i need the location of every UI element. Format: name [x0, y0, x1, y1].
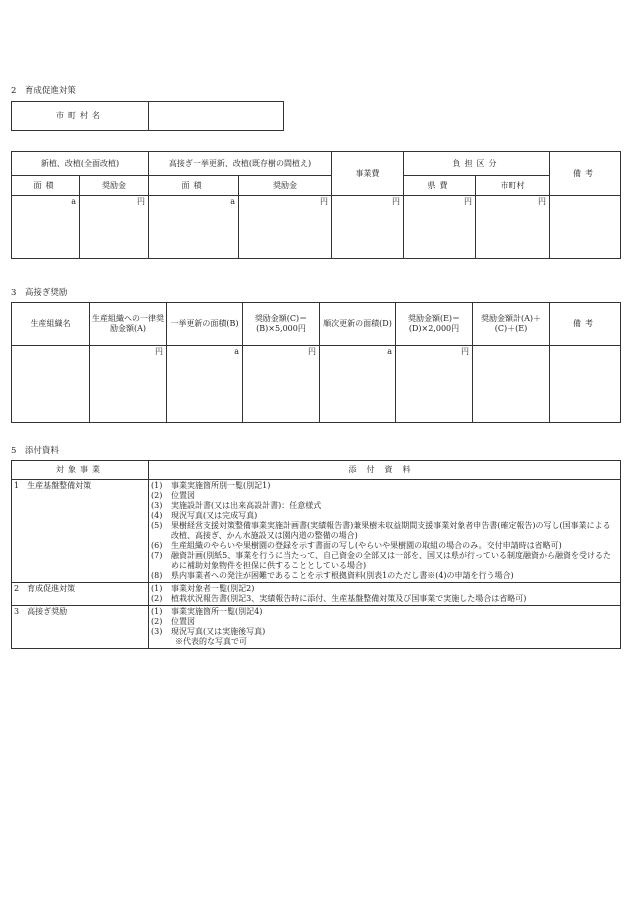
high-graft-table: [11, 302, 621, 423]
header-project-cost: 事業費: [332, 152, 404, 196]
list-item: (3) 実施設計書(又は出来高設計書)：任意様式: [151, 501, 322, 510]
cell-subsidy-2[interactable]: 円: [239, 196, 332, 259]
header-subsidy: 奨励金: [80, 176, 149, 196]
list-item: (5) 果樹経営支援対策整備事業実施計画書(実績報告書)兼果樹未収益期間支援事業対象者申告書(確定報告)の写し(国事業による改植、高接ぎ、かん水施設又は園内道の整備の場合): [151, 521, 611, 540]
photo-note: ※代表的な写真で可: [175, 637, 247, 646]
cell-bulk-area[interactable]: a: [167, 346, 243, 423]
list-item: (2) 植栽状況報告書(別記3、実績報告時に添付、生産基盤整備対策及び国事業で実施した場合は省略可): [151, 594, 527, 603]
header-prefecture: 県費: [404, 176, 476, 196]
header-area: 面積: [12, 176, 80, 196]
attachments-table: [11, 460, 621, 649]
list-item: (2) 位置図: [151, 491, 195, 500]
list-item: (2) 位置図: [151, 617, 195, 626]
cell-remarks-3[interactable]: [550, 346, 621, 423]
list-item: (4) 現況写真(又は完成写真): [151, 511, 258, 520]
cell-area[interactable]: a: [12, 196, 80, 259]
municipality-label: 市町村名: [12, 102, 149, 131]
cell-sequential-area[interactable]: a: [320, 346, 396, 423]
header-target-project: 対象事業: [12, 461, 149, 480]
row-target-1: 1 生産基盤整備対策: [12, 480, 149, 583]
section3-heading: 3 高接ぎ奨励: [11, 288, 68, 298]
list-item: (7) 融資計画(別紙5、事業を行うに当たって、自己資金の全部又は一部を、国又は県が行っている制度融資から融資を受けるために補助対象物件を担保に供することとしている場合): [151, 551, 612, 570]
header-remarks-3: 備考: [550, 303, 621, 346]
header-high-graft: 高接ぎ一挙更新、改植(既存樹の間植え): [149, 152, 332, 176]
header-burden: 負担区分: [404, 152, 550, 176]
list-item: (3) 現況写真(又は実施後写真): [151, 627, 266, 636]
row-attachments-2: [149, 583, 621, 606]
cell-subsidy-c[interactable]: 円: [243, 346, 320, 423]
section2-heading: 2 育成促進対策: [11, 86, 76, 96]
list-item: (1) 事業実施箇所別一覧(別記1): [151, 481, 271, 490]
cell-municipality[interactable]: 円: [476, 196, 550, 259]
municipality-input[interactable]: [149, 102, 284, 131]
cell-remarks[interactable]: [550, 196, 621, 259]
header-sequential-area: 順次更新の面積(D): [320, 303, 396, 346]
row-target-2: 2 育成促進対策: [12, 583, 149, 606]
header-attachments: 添付資料: [149, 461, 621, 480]
list-item: (8) 県内事業者への発注が困難であることを示す根拠資料(別表1のただし書※(4)の申請を行う場合): [151, 571, 514, 580]
cell-area-2[interactable]: a: [149, 196, 239, 259]
cell-subsidy[interactable]: 円: [80, 196, 149, 259]
growth-promotion-table: [11, 151, 621, 259]
header-bulk-area: 一挙更新の面積(B): [167, 303, 243, 346]
cell-unit-subsidy[interactable]: 円: [90, 346, 167, 423]
row-attachments-1: [149, 480, 621, 583]
header-area-2: 面積: [149, 176, 239, 196]
header-new-planting: 新植、改植(全面改植): [12, 152, 149, 176]
header-org-name: 生産組織名: [12, 303, 90, 346]
list-item: (6) 生産組織のやらいや果樹園の登録を示す書面の写し(やらいや果樹園の取組の場合のみ。交付申請時は省略可): [151, 541, 562, 550]
cell-total[interactable]: [473, 346, 550, 423]
header-subsidy-c: 奨励金額(C)＝(B)×5,000円: [243, 303, 320, 346]
section5-heading: 5 添付資料: [11, 446, 59, 456]
cell-prefecture[interactable]: 円: [404, 196, 476, 259]
header-remarks: 備考: [550, 152, 621, 196]
cell-project-cost[interactable]: 円: [332, 196, 404, 259]
cell-subsidy-e[interactable]: 円: [396, 346, 473, 423]
row-target-3: 3 高接ぎ奨励: [12, 606, 149, 649]
municipality-table: [11, 101, 284, 131]
header-subsidy-e: 奨励金額(E)＝(D)×2,000円: [396, 303, 473, 346]
header-total: 奨励金額計(A)＋(C)＋(E): [473, 303, 550, 346]
header-subsidy-2: 奨励金: [239, 176, 332, 196]
list-item: (1) 事業実施箇所一覧(別記4): [151, 607, 263, 616]
row-attachments-3: [149, 606, 621, 649]
list-item: (1) 事業対象者一覧(別記2): [151, 584, 255, 593]
cell-org-name[interactable]: [12, 346, 90, 423]
header-municipality: 市町村: [476, 176, 550, 196]
header-unit-subsidy: 生産組織への一律奨励金額(A): [90, 303, 167, 346]
